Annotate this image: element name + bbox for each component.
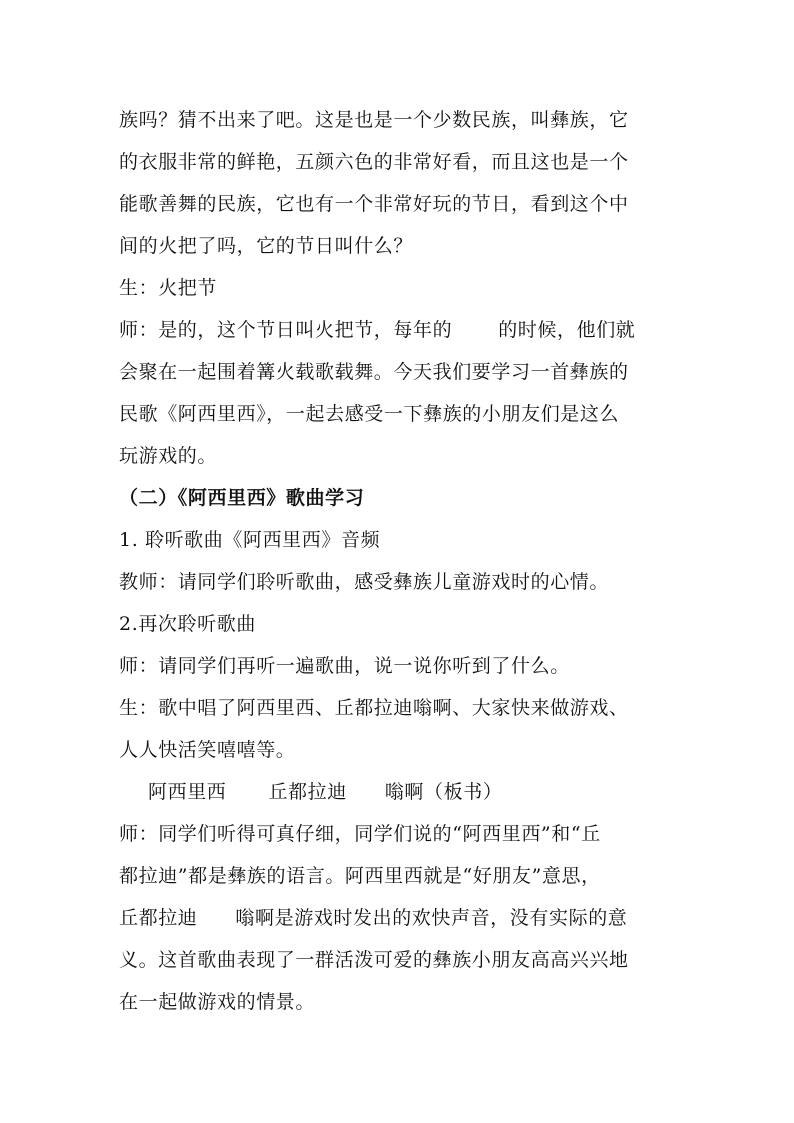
paragraph-line-1: 族吗？猜不出来了吧。这是也是一个少数民族，叫彝族，它 [119,109,629,131]
step-2-line: 2.再次聆听歌曲 [119,613,256,635]
explanation-line-1: 师：同学们听得可真仔细，同学们说的“阿西里西”和“丘 [119,823,601,845]
paragraph-line-8: 玩游戏的。 [119,445,218,467]
explanation-line-5: 在一起做游戏的情景。 [119,991,316,1013]
paragraph-line-4: 间的火把了吗，它的节日叫什么？ [119,235,414,257]
explanation-line-2: 都拉迪”都是彝族的语言。阿西里西就是“好朋友”意思， [119,865,601,887]
explanation-line-4: 义。这首歌曲表现了一群活泼可爱的彝族小朋友高高兴兴地 [119,949,629,971]
teacher-festival-before: 师：是的，这个节日叫火把节，每年的 [119,319,453,341]
explanation-line-3 [119,906,689,930]
paragraph-line-7: 民歌《阿西里西》，一起去感受一下彝族的小朋友们是这么 [119,403,620,425]
board-part-2: 丘都拉迪 [268,781,347,803]
student-answer-line-2: 生：歌中唱了阿西里西、丘都拉迪嗡啊、大家快来做游戏、 [119,697,629,719]
explanation-before: 丘都拉迪 [119,907,198,929]
teacher-festival-after: 的时候，他们就 [498,319,636,341]
board-part-1: 阿西里西 [148,781,227,803]
section-heading: （二）《阿西里西》歌曲学习 [119,487,365,509]
teacher-question-line: 师：请同学们再听一遍歌曲，说一说你听到了什么。 [119,655,570,677]
student-answer-line-3: 人人快活笑嘻嘻等。 [119,739,296,761]
step-1-line: 1. 聆听歌曲《阿西里西》音频 [119,529,381,551]
paragraph-line-3: 能歌善舞的民族，它也有一个非常好玩的节日，看到这个中 [119,193,629,215]
board-part-3: 嗡啊（板书） [384,781,503,803]
board-writing-line [148,780,718,804]
student-answer-line: 生：火把节 [119,277,218,299]
teacher-festival-line [119,318,689,342]
paragraph-line-6: 会聚在一起围着篝火载歌载舞。今天我们要学习一首彝族的 [119,361,629,383]
explanation-after: 嗡啊是游戏时发出的欢快声音，没有实际的意 [235,907,628,929]
paragraph-line-2: 的衣服非常的鲜艳，五颜六色的非常好看，而且这也是一个 [119,151,629,173]
teacher-instruction-line: 教师：请同学们聆听歌曲，感受彝族儿童游戏时的心情。 [119,571,610,593]
